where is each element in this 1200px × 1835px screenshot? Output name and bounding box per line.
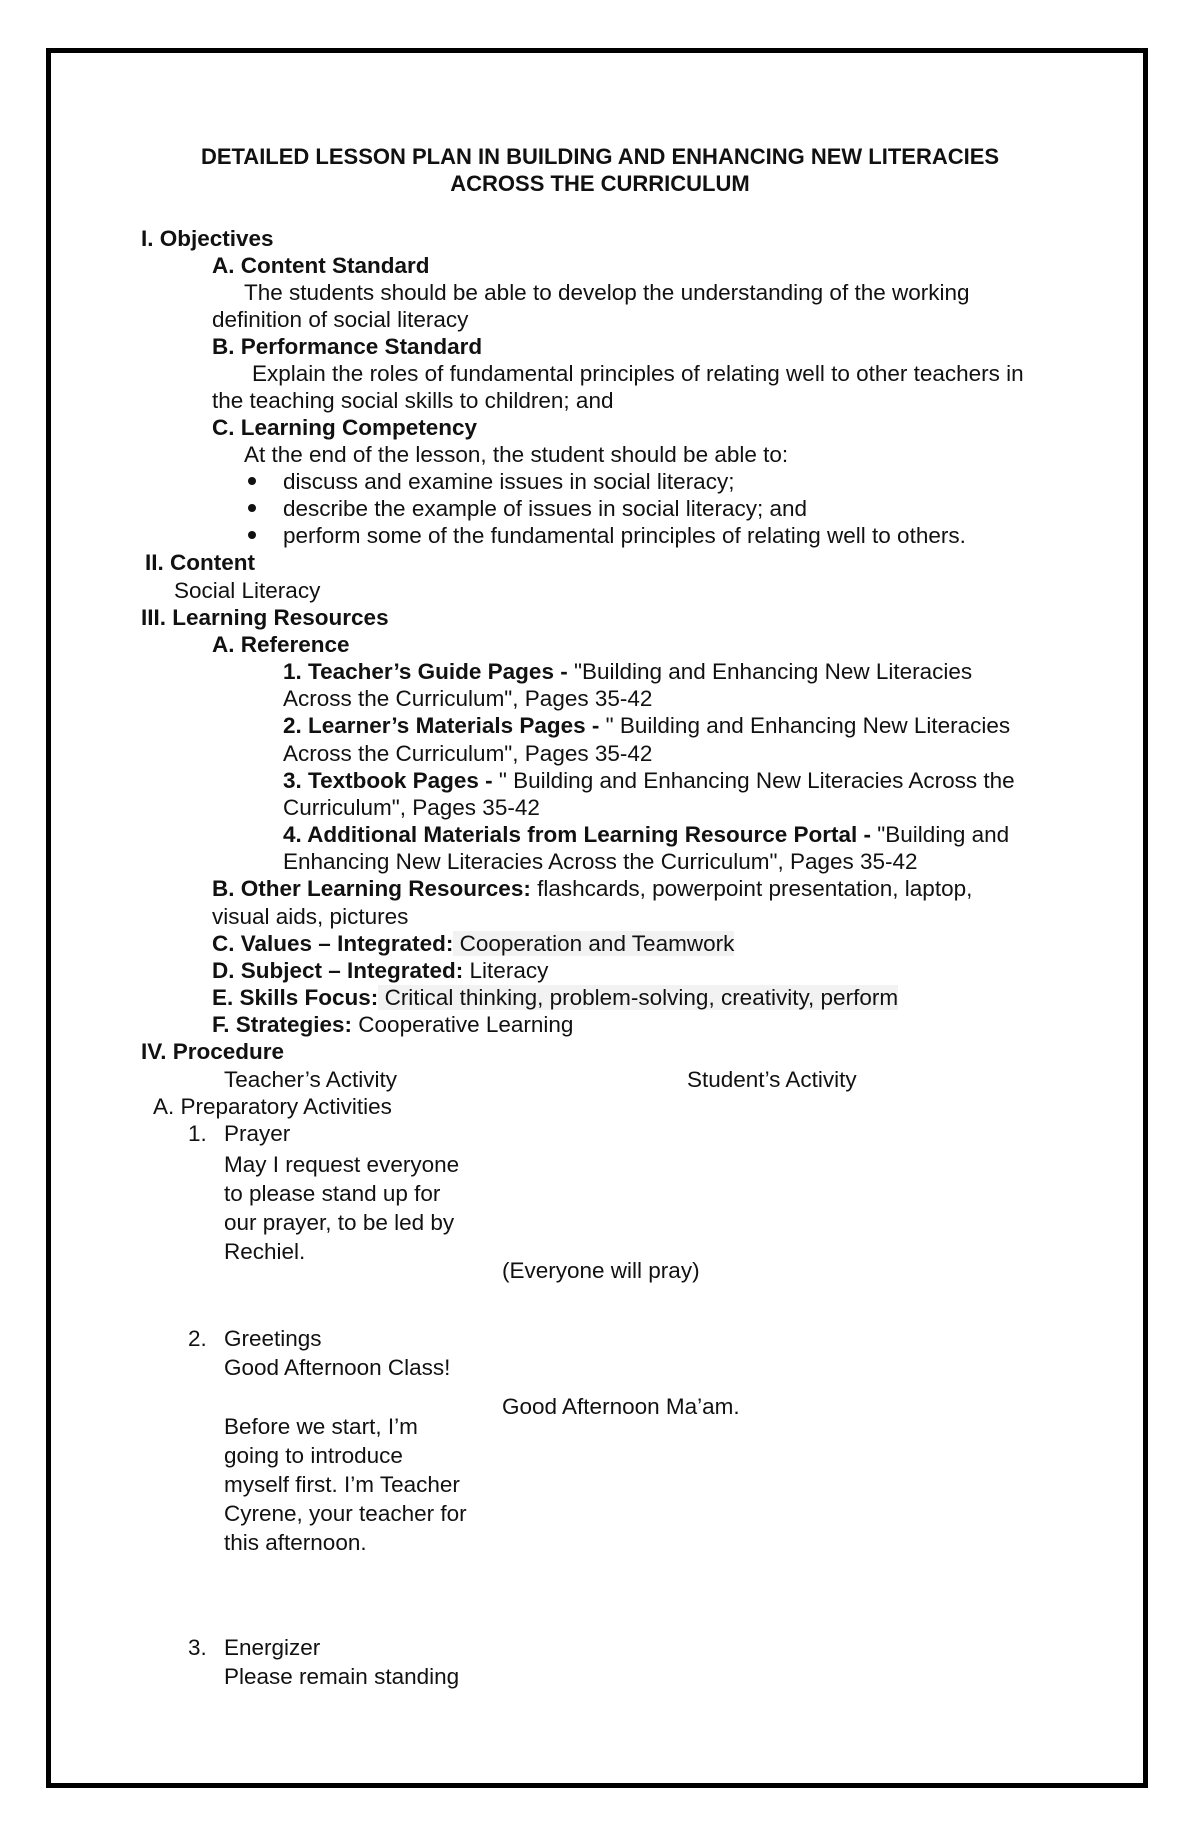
content-standard-line-1: The students should be able to develop the understanding of the working: [244, 280, 970, 305]
other-resources: [212, 875, 972, 902]
learning-competency-intro: At the end of the lesson, the student should be able to:: [244, 442, 789, 467]
competency-item-1: discuss and examine issues in social literacy;: [283, 469, 735, 494]
values-integrated: [212, 930, 734, 957]
step-number: 3.: [188, 1635, 207, 1660]
prayer-teacher-line-3: our prayer, to be led by: [224, 1210, 455, 1235]
strategies-value: Cooperative Learning: [352, 1012, 574, 1037]
performance-standard-line-2: the teaching social skills to children; and: [212, 388, 614, 413]
strategies: [212, 1011, 573, 1038]
reference-item-1-text: "Building and Enhancing New Literacies: [567, 659, 973, 684]
reference-item-4: [283, 821, 1009, 848]
greetings-intro-line-1: Before we start, I’m: [224, 1414, 418, 1439]
objectives-heading: I. Objectives: [141, 226, 274, 251]
student-activity-column-header: Student’s Activity: [687, 1067, 857, 1092]
preparatory-activities-heading: A. Preparatory Activities: [153, 1094, 392, 1119]
performance-standard-line-1: Explain the roles of fundamental principles of relating well to other teachers in: [252, 361, 1024, 386]
reference-item-3-label: 3. Textbook Pages -: [283, 768, 493, 793]
subject-integrated: [212, 957, 548, 984]
other-resources-text: flashcards, powerpoint presentation, laptop,: [530, 876, 973, 901]
subject-integrated-label: D. Subject – Integrated:: [212, 958, 464, 983]
prayer-student-response: (Everyone will pray): [502, 1258, 700, 1283]
reference-item-2-text: " Building and Enhancing New Literacies: [599, 713, 1011, 738]
greetings-intro-line-5: this afternoon.: [224, 1530, 367, 1555]
reference-item-2-label: 2. Learner’s Materials Pages -: [283, 713, 600, 738]
content-heading: II. Content: [145, 550, 255, 575]
values-integrated-label: C. Values – Integrated:: [212, 931, 454, 956]
reference-item-4-label: 4. Additional Materials from Learning Resource Portal -: [283, 822, 872, 847]
teacher-activity-column-header: Teacher’s Activity: [224, 1067, 397, 1092]
greetings-intro-line-2: going to introduce: [224, 1443, 403, 1468]
performance-standard-heading: B. Performance Standard: [212, 334, 483, 359]
competency-item-2: describe the example of issues in social literacy; and: [283, 496, 808, 521]
strategies-label: F. Strategies:: [212, 1012, 353, 1037]
content-standard-heading: A. Content Standard: [212, 253, 430, 278]
skills-focus-value: Critical thinking, problem-solving, creativity, perform: [378, 985, 899, 1010]
subject-integrated-value: Literacy: [463, 958, 549, 983]
greetings-title: Greetings: [224, 1326, 322, 1351]
bullet-icon: [248, 504, 256, 512]
reference-item-1-label: 1. Teacher’s Guide Pages -: [283, 659, 568, 684]
reference-item-2-line-2: Across the Curriculum", Pages 35-42: [283, 741, 653, 766]
step-number: 2.: [188, 1326, 207, 1351]
learning-resources-heading: III. Learning Resources: [141, 605, 389, 630]
reference-item-1-line-2: Across the Curriculum", Pages 35-42: [283, 686, 653, 711]
prayer-teacher-line-1: May I request everyone: [224, 1152, 460, 1177]
content-text: Social Literacy: [174, 578, 321, 603]
skills-focus-label: E. Skills Focus:: [212, 985, 379, 1010]
reference-item-4-line-2: Enhancing New Literacies Across the Curriculum", Pages 35-42: [283, 849, 918, 874]
reference-item-4-text: "Building and: [871, 822, 1010, 847]
greetings-student-response: Good Afternoon Ma’am.: [502, 1394, 740, 1419]
bullet-icon: [248, 477, 256, 485]
document-title-line-2: ACROSS THE CURRICULUM: [450, 171, 750, 196]
bullet-icon: [248, 531, 256, 539]
reference-item-1: [283, 658, 972, 685]
content-standard-line-2: definition of social literacy: [212, 307, 469, 332]
prayer-title: Prayer: [224, 1121, 291, 1146]
energizer-title: Energizer: [224, 1635, 321, 1660]
reference-heading: A. Reference: [212, 632, 350, 657]
reference-item-3: [283, 767, 1015, 794]
other-resources-line-2: visual aids, pictures: [212, 904, 409, 929]
other-resources-label: B. Other Learning Resources:: [212, 876, 531, 901]
prayer-teacher-line-2: to please stand up for: [224, 1181, 441, 1206]
learning-competency-heading: C. Learning Competency: [212, 415, 478, 440]
prayer-teacher-line-4: Rechiel.: [224, 1239, 306, 1264]
reference-item-3-text: " Building and Enhancing New Literacies Across the: [492, 768, 1015, 793]
greetings-intro-line-4: Cyrene, your teacher for: [224, 1501, 467, 1526]
values-integrated-value: Cooperation and Teamwork: [453, 931, 735, 956]
step-number: 1.: [188, 1121, 207, 1146]
document-title-line-1: DETAILED LESSON PLAN IN BUILDING AND ENHANCING NEW LITERACIES: [200, 144, 1000, 169]
skills-focus: [212, 984, 898, 1011]
greetings-teacher-line: Good Afternoon Class!: [224, 1355, 451, 1380]
competency-item-3: perform some of the fundamental principles of relating well to others.: [283, 523, 966, 548]
greetings-intro-line-3: myself first. I’m Teacher: [224, 1472, 460, 1497]
reference-item-2: [283, 712, 1010, 739]
procedure-heading: IV. Procedure: [141, 1039, 284, 1064]
energizer-teacher-line: Please remain standing: [224, 1664, 460, 1689]
reference-item-3-line-2: Curriculum", Pages 35-42: [283, 795, 540, 820]
